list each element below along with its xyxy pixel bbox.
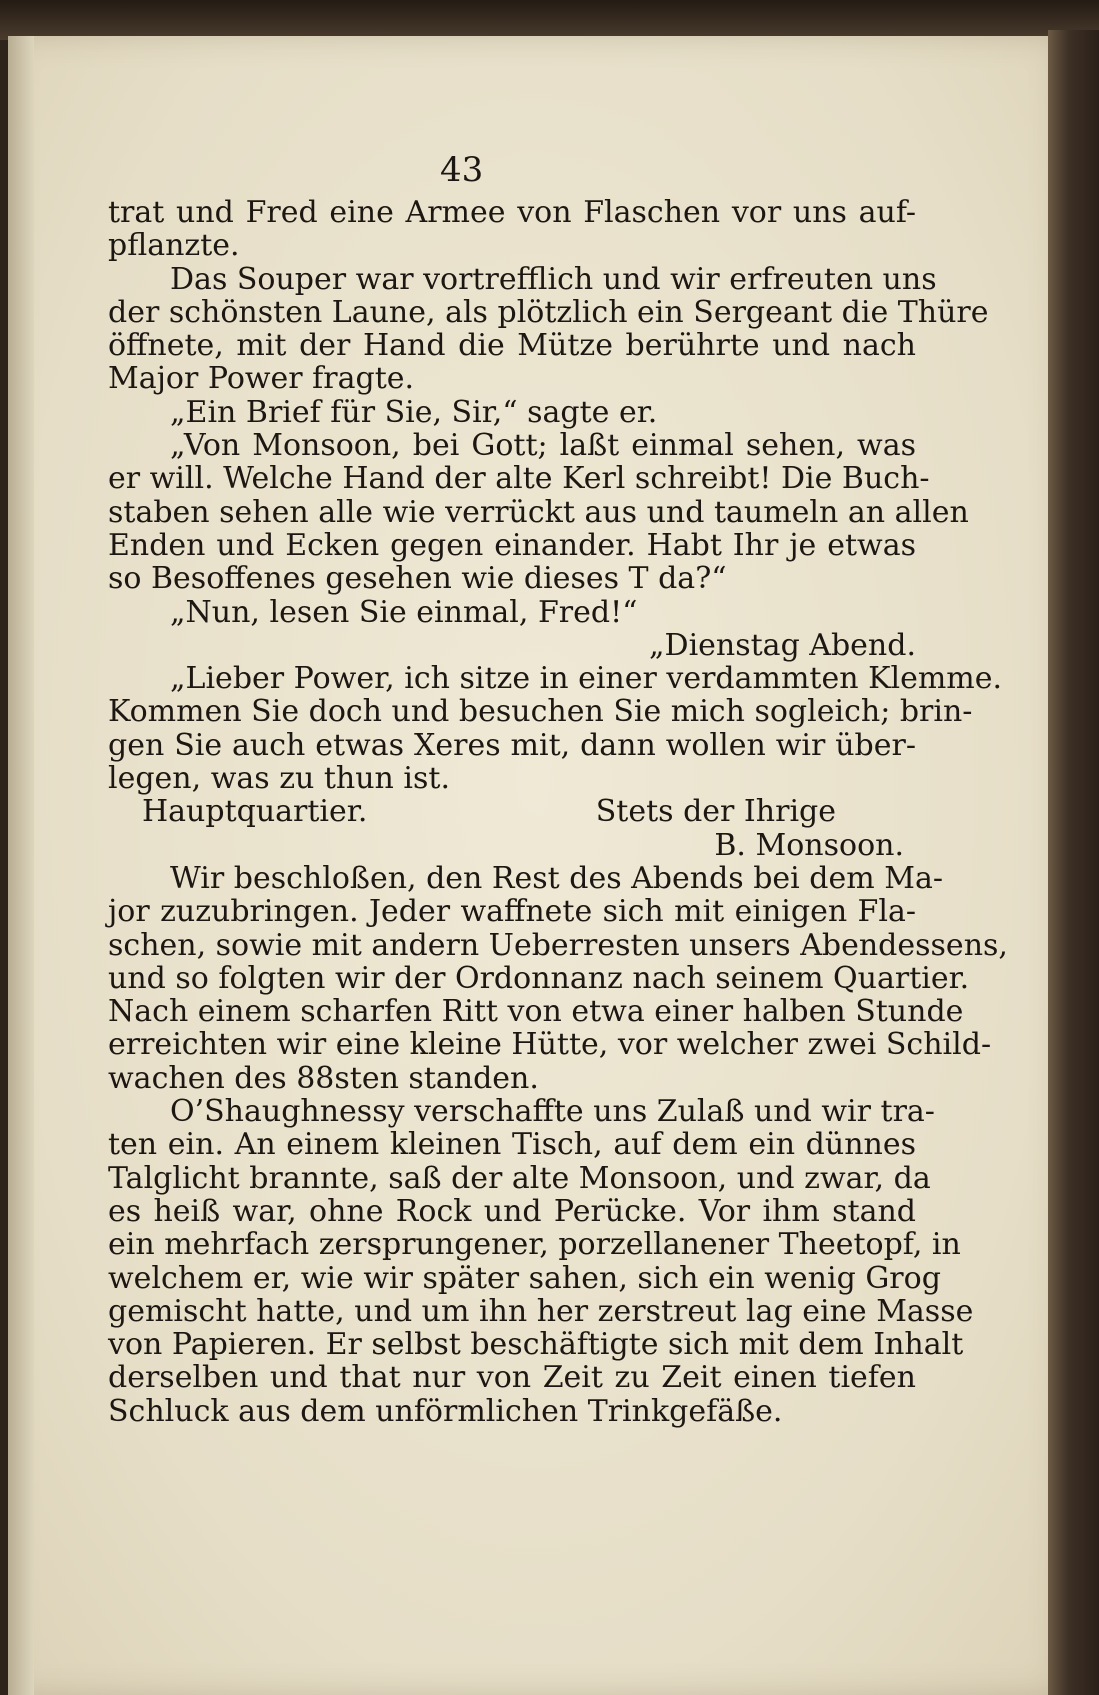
text-line: O’Shaughnessy verschaffte uns Zulaß und wir tra- <box>170 1094 935 1130</box>
text-lines-after-letter <box>108 860 1008 1429</box>
text-line: „Ein Brief für Sie, Sir,“ sagte er. <box>170 394 658 430</box>
letter-closing: Stets der Ihrige <box>595 794 836 830</box>
text-line: „Lieber Power, ich sitze in einer verdammten Klemme. <box>170 661 1003 697</box>
book-cover-edge <box>1048 30 1099 1695</box>
book-top-edge <box>0 0 1099 40</box>
text-line: öffnete, mit der Hand die Mütze berührte und nach <box>108 328 916 364</box>
text-line: erreichten wir eine kleine Hütte, vor welcher zwei Schild- <box>108 1027 992 1063</box>
text-line: Kommen Sie doch und besuchen Sie mich sogleich; brin- <box>108 694 973 730</box>
text-line: der schönsten Laune, als plötzlich ein Sergeant die Thüre <box>108 294 989 330</box>
text-line: Das Souper war vortrefflich und wir erfreuten uns <box>170 261 937 297</box>
text-line: wachen des 88sten standen. <box>108 1060 539 1096</box>
text-line: „Nun, lesen Sie einmal, Fred!“ <box>170 594 638 630</box>
text-line: so Besoffenes gesehen wie dieses T da?“ <box>108 561 727 597</box>
text-line: und so folgten wir der Ordonnanz nach seinem Quartier. <box>108 960 970 996</box>
text-line: Talglicht brannte, saß der alte Monsoon, und zwar, da <box>108 1160 931 1196</box>
text-line: Nach einem scharfen Ritt von etwa einer halben Stunde <box>108 994 964 1030</box>
text-line: gen Sie auch etwas Xeres mit, dann wollen wir über- <box>108 727 916 763</box>
text-line: staben sehen alle wie verrückt aus und taumeln an allen <box>108 494 969 530</box>
text-line: Major Power fragte. <box>108 361 415 397</box>
text-line: „Von Monsoon, bei Gott; laßt einmal sehen, was <box>170 428 916 464</box>
text-line: Enden und Ecken gegen einander. Habt Ihr je etwas <box>108 527 916 563</box>
text-line: „Dienstag Abend. <box>648 627 916 663</box>
text-lines-before-letter <box>108 195 1003 797</box>
text-line: derselben und that nur von Zeit zu Zeit einen tiefen <box>108 1360 916 1396</box>
text-line: Wir beschloßen, den Rest des Abends bei dem Ma- <box>170 860 943 896</box>
letter-signer: B. Monsoon. <box>714 827 904 863</box>
text-line: gemischt hatte, und um ihn her zerstreut lag eine Masse <box>108 1293 974 1329</box>
text-line: welchem er, wie wir später sahen, sich ein wenig Grog <box>108 1260 941 1296</box>
page-gutter <box>8 36 34 1695</box>
body-text <box>108 195 1008 1429</box>
letter-signature-row <box>108 795 916 828</box>
text-line: es heiß war, ohne Rock und Perücke. Vor ihm stand <box>108 1193 916 1229</box>
text-line: schen, sowie mit andern Ueberresten unsers Abendessens, <box>108 927 1008 963</box>
letter-place: Hauptquartier. <box>142 794 368 830</box>
text-line: legen, was zu thun ist. <box>108 761 450 797</box>
text-line: er will. Welche Hand der alte Kerl schreibt! Die Buch- <box>108 461 930 497</box>
text-line: trat und Fred eine Armee von Flaschen vor uns auf- <box>108 195 916 230</box>
page-number: 43 <box>440 150 484 190</box>
text-line: von Papieren. Er selbst beschäftigte sich mit dem Inhalt <box>108 1327 964 1363</box>
text-line: ten ein. An einem kleinen Tisch, auf dem ein dünnes <box>108 1127 916 1163</box>
text-line: ein mehrfach zersprungener, porzellanener Theetopf, in <box>108 1227 961 1263</box>
text-line: jor zuzubringen. Jeder waffnete sich mit einigen Fla- <box>108 894 916 930</box>
text-line: Schluck aus dem unförmlichen Trinkgefäße. <box>108 1393 783 1429</box>
text-line: pflanzte. <box>108 228 240 264</box>
